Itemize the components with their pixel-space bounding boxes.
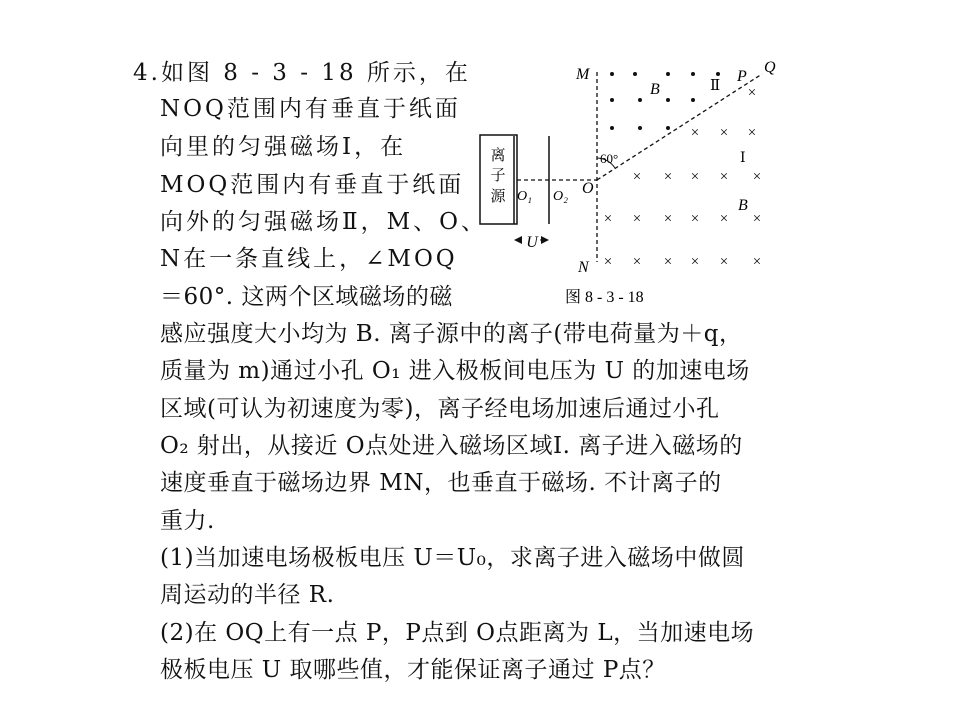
text-line: 向外的匀强磁场Ⅱ，M、O、 [160, 209, 488, 235]
label-N: N [578, 259, 589, 276]
field-cross: × [690, 125, 700, 141]
field-dot [610, 98, 614, 102]
voltage-arrowhead-right [541, 236, 549, 244]
field-dot [666, 126, 670, 130]
field-dot [716, 72, 720, 76]
label-angle: 60° [600, 151, 619, 166]
field-dot [638, 98, 642, 102]
text-line: 速度垂直于磁场边界 MN，也垂直于磁场. 不计离子的 [160, 470, 722, 496]
field-cross: × [603, 211, 613, 227]
label-P: P [737, 68, 747, 85]
figure-caption: 图 8 - 3 - 18 [565, 289, 644, 306]
text-line: 区域(可认为初速度为零)，离子经电场加速后通过小孔 [160, 396, 720, 422]
label-O1: O₁ [517, 189, 532, 204]
field-dot [691, 72, 695, 76]
field-cross: × [752, 169, 762, 185]
field-cross: × [747, 125, 757, 141]
text-line: NOQ范围内有垂直于纸面 [160, 96, 461, 122]
text-line: 极板电压 U 取哪些值，才能保证离子通过 P点？ [160, 657, 666, 683]
text-line: 周运动的半径 R. [160, 582, 335, 608]
field-dots [610, 72, 720, 130]
field-cross: × [747, 85, 757, 101]
text-line: 质量为 m)通过小孔 O₁ 进入极板间电压为 U 的加速电场 [160, 358, 750, 384]
label-region-1: Ⅰ [740, 151, 746, 166]
field-dot [610, 72, 614, 76]
field-dot [638, 126, 642, 130]
ion-source-label: 子 [490, 168, 506, 184]
ion-source-label: 离 [490, 148, 506, 164]
field-cross: × [632, 169, 642, 185]
voltage-label: U [526, 234, 538, 251]
magnetic-field-figure [470, 52, 790, 314]
field-cross: × [663, 211, 673, 227]
text-line: 重力. [160, 508, 215, 534]
field-dot [666, 72, 670, 76]
field-cross: × [663, 254, 673, 270]
label-B-bottom: B [738, 197, 748, 214]
label-O: O [582, 180, 594, 197]
voltage-arrowhead-left [514, 236, 522, 244]
field-cross: × [719, 254, 729, 270]
field-cross: × [719, 169, 729, 185]
text-line: (2)在 OQ上有一点 P，P点到 O点距离为 L，当加速电场 [160, 620, 755, 646]
field-cross: × [752, 211, 762, 227]
field-crosses [604, 85, 761, 270]
field-cross: × [632, 254, 642, 270]
text-line: MOQ范围内有垂直于纸面 [160, 172, 465, 198]
field-cross: × [603, 254, 613, 270]
field-dot [691, 98, 695, 102]
text-line: O₂ 射出，从接近 O点处进入磁场区域Ⅰ. 离子进入磁场的 [160, 433, 743, 459]
label-O2: O₂ [553, 189, 568, 204]
field-cross: × [632, 211, 642, 227]
label-region-2: Ⅱ [710, 78, 721, 94]
label-Q: Q [764, 59, 776, 76]
field-cross: × [663, 169, 673, 185]
text-line: 4.如图 8 - 3 - 18 所示，在 [133, 60, 471, 86]
text-line: N在一条直线上，∠MOQ [160, 246, 458, 272]
field-dot [633, 72, 637, 76]
field-cross: × [719, 211, 729, 227]
field-dot [610, 126, 614, 130]
text-line: 感应强度大小均为 B. 离子源中的离子(带电荷量为＋q， [160, 321, 743, 347]
text-line: 向里的匀强磁场Ⅰ，在 [160, 134, 407, 160]
field-cross: × [690, 211, 700, 227]
text-line: (1)当加速电场极板电压 U＝U₀，求离子进入磁场中做圆 [160, 545, 745, 571]
label-B-top: B [650, 81, 660, 98]
field-dot [666, 98, 670, 102]
field-cross: × [690, 254, 700, 270]
field-cross: × [719, 125, 729, 141]
ion-source-label: 源 [490, 189, 506, 205]
label-M: M [576, 66, 590, 83]
field-cross: × [752, 254, 762, 270]
field-cross: × [690, 169, 700, 185]
text-line: ＝60°. 这两个区域磁场的磁 [160, 284, 453, 310]
boundary-OQ [597, 74, 762, 180]
